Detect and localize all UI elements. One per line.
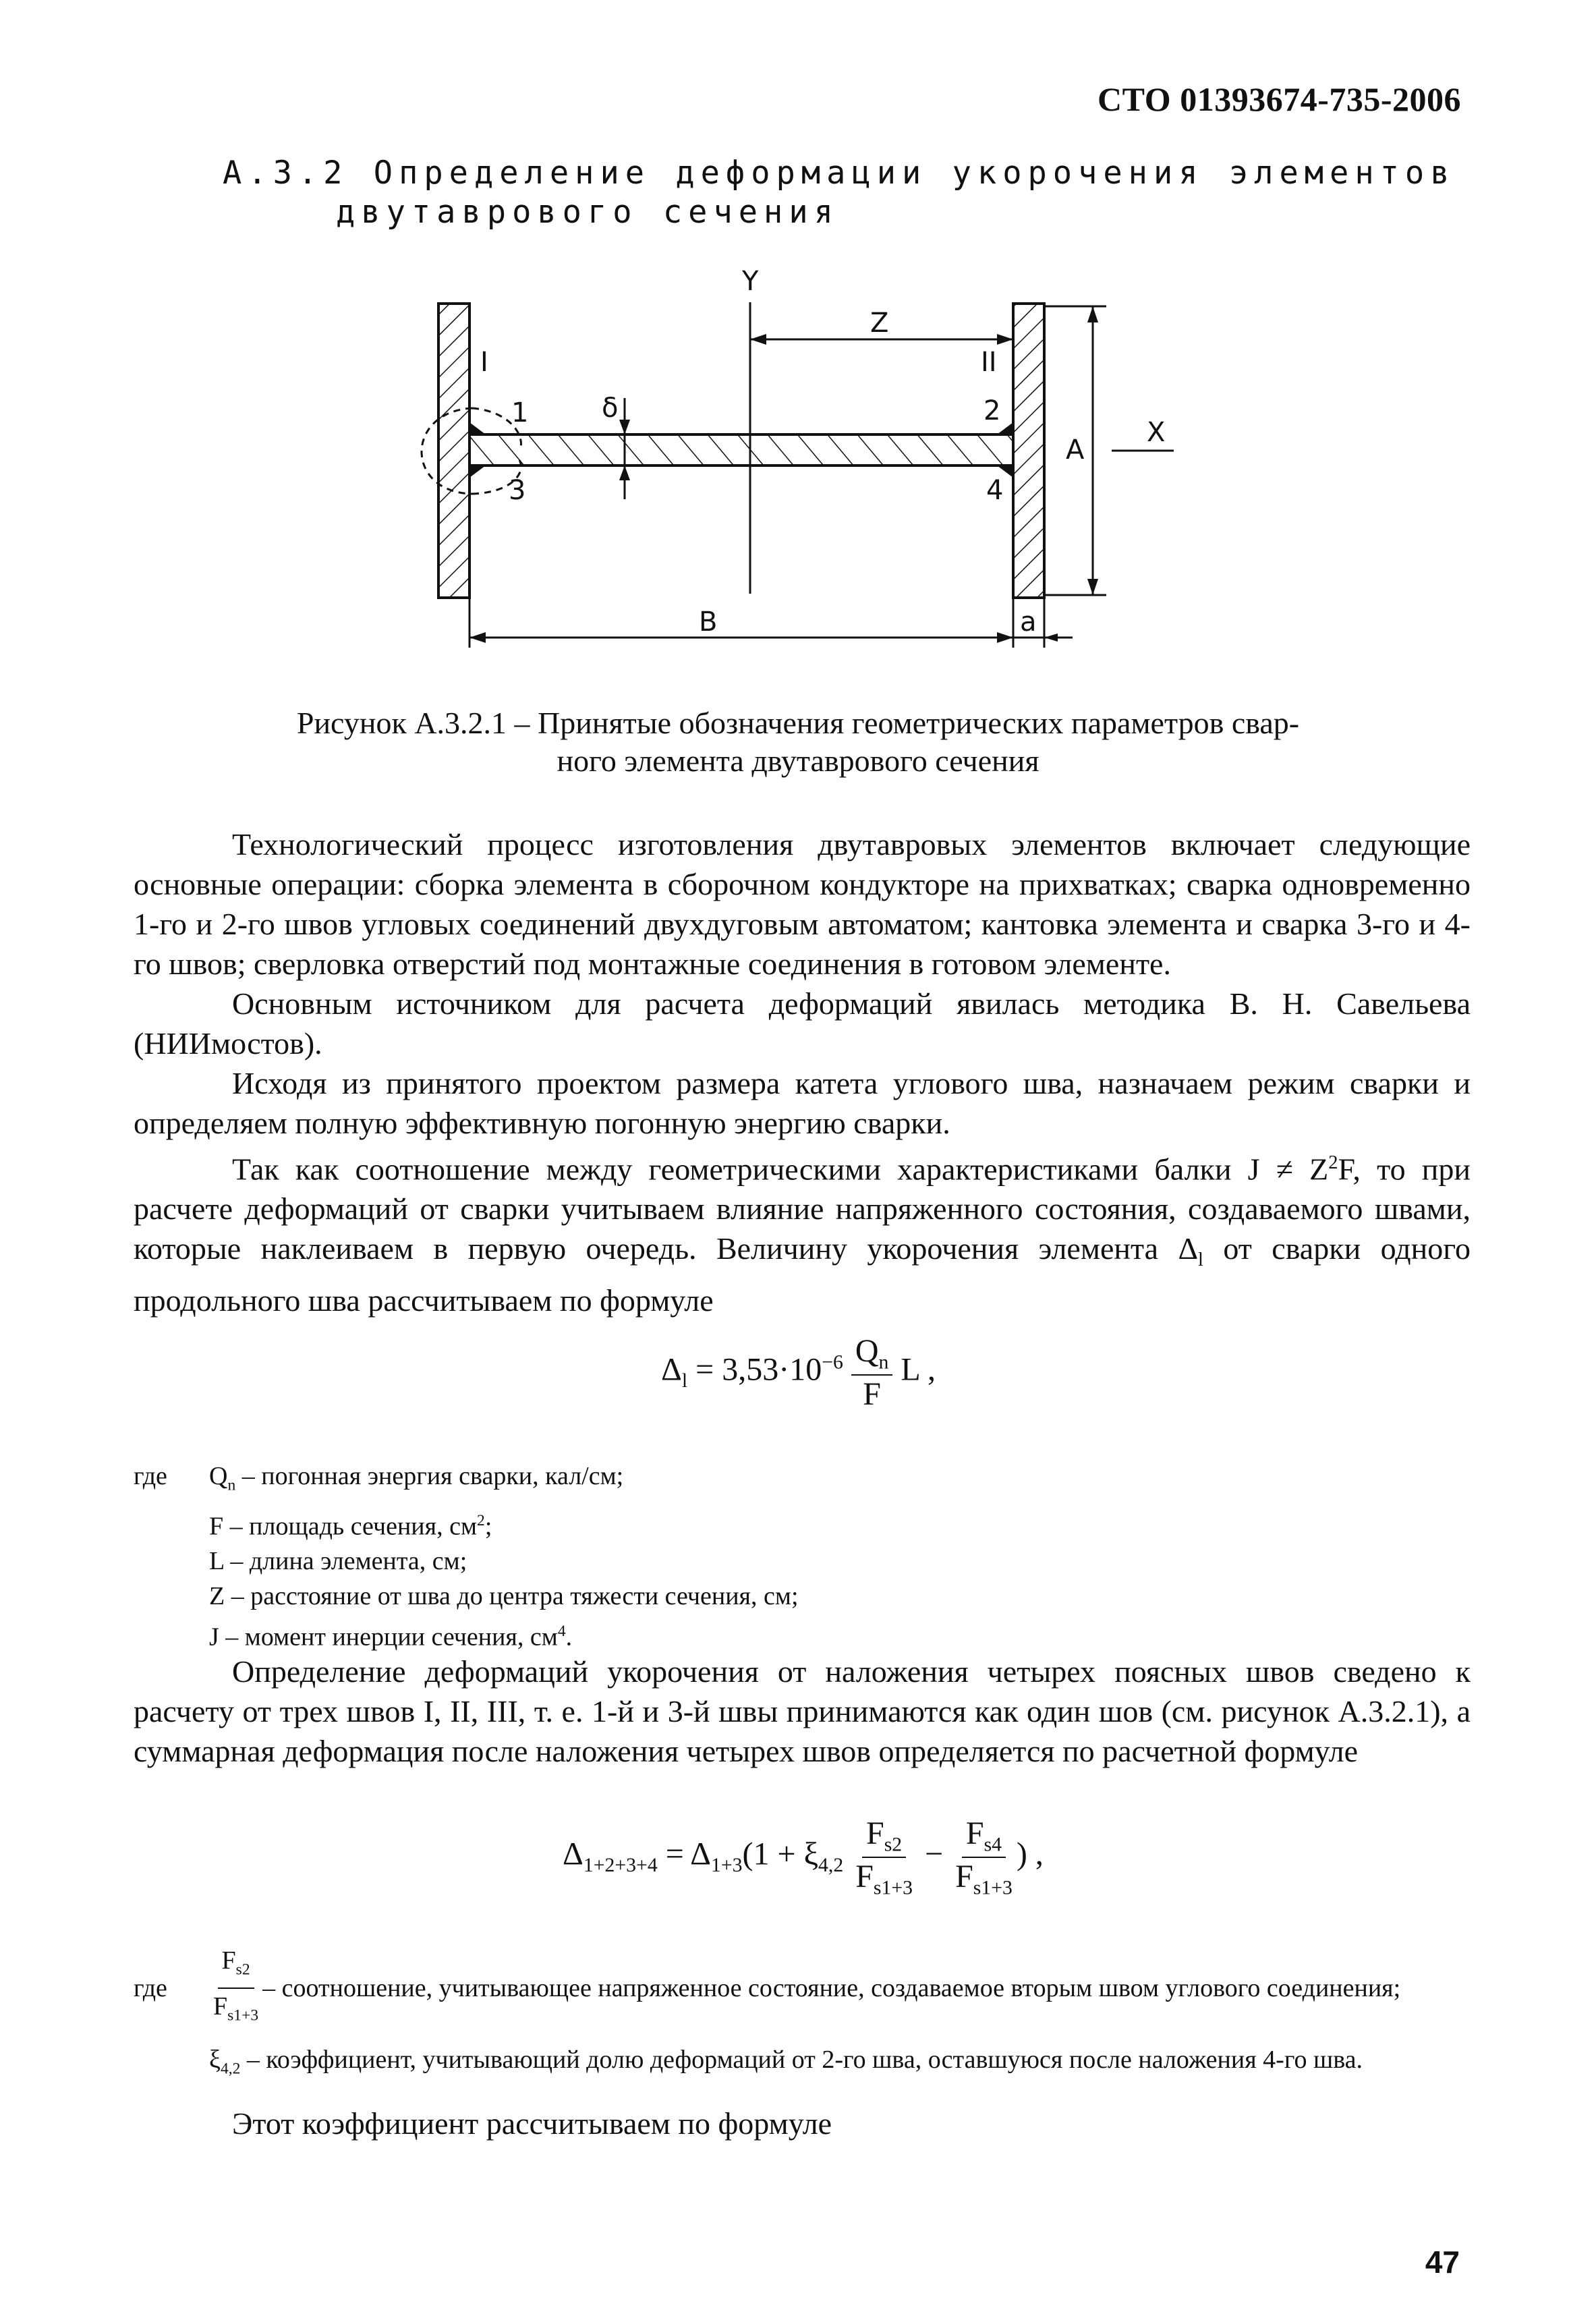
f1-tail: L ,: [901, 1351, 936, 1388]
paragraph-4: [134, 1143, 1471, 1320]
label-flange-ii: II: [981, 347, 997, 378]
figure-caption: [202, 704, 1394, 780]
label-weld-1: 1: [511, 397, 529, 428]
f2-open: (1 + ξ: [742, 1836, 818, 1872]
def-z-text: – расстояние от шва до центра тяжести сечения, см;: [225, 1582, 799, 1611]
weld-1: [469, 422, 486, 434]
section-title: [223, 154, 1456, 232]
page-number: 47: [1425, 2245, 1460, 2280]
paragraph-4-part-a: Так как соотношение между геометрическими характеристиками балки J ≠ Z: [232, 1152, 1329, 1187]
definitions-2: [134, 1943, 1483, 2087]
def-l-text: – длина элемента, см;: [223, 1547, 467, 1576]
paragraph-3: Исходя из принятого проектом размера катета углового шва, назначаем режим сварки и определяем полную эффективную погонную энергию сварки.: [134, 1066, 1471, 1140]
ratio-text: – соотношение, учитывающее напряженное состояние, создаваемое вторым швом углового соединения;: [262, 1973, 1401, 2002]
f2-fraction-2: [951, 1815, 1017, 1899]
def-f-sym: F: [209, 1512, 224, 1541]
f2-frac2-den: F: [955, 1858, 973, 1894]
f1-exp: −6: [822, 1351, 843, 1374]
formula-2: [563, 1815, 1044, 1899]
body-text-block-2: [134, 1652, 1471, 1771]
def-f-sup: 2: [477, 1511, 485, 1529]
xi-text: – коэффициент, учитывающий долю деформаций от 2-го шва, оставшуюся после наложения 4-го шва.: [240, 2046, 1363, 2075]
def-j: [209, 1614, 799, 1655]
ratio-num: F: [221, 1946, 236, 1975]
f1-eq: = 3,53·10: [687, 1351, 822, 1388]
paragraph-5: Определение деформаций укорочения от наложения четырех поясных швов сведено к расчету от трех швов I, II, III, т. е. 1-й и 3-й швы принимаются как один шов (см. рисунок А.3.2.1), а суммарная деформация после наложения четырех швов определяется по расчетной формуле: [134, 1654, 1471, 1768]
def-f-text: – площадь сечения, см: [223, 1512, 478, 1541]
f2-frac1-den: F: [855, 1858, 874, 1894]
body-text-block-1: [134, 824, 1471, 1320]
def-j-sym: J: [209, 1623, 219, 1652]
f1-num: Q: [855, 1333, 879, 1369]
label-a-height: A: [1066, 434, 1085, 466]
ratio-den-sub: s1+3: [227, 2006, 259, 2025]
def-qn-sym: Q: [209, 1462, 228, 1490]
f2-eq-sub: 1+3: [711, 1854, 743, 1877]
label-y: Y: [742, 270, 759, 297]
web: [469, 434, 1013, 466]
figure-caption-line2: ного элемента двутаврового сечения: [557, 743, 1039, 778]
f2-frac2-num: F: [965, 1815, 984, 1851]
label-a-small: a: [1020, 607, 1037, 638]
xi-sub: 4,2: [220, 2060, 241, 2078]
label-weld-4: 4: [986, 475, 1004, 506]
def-qn-text: – погонная энергия сварки, кал/см;: [235, 1462, 624, 1490]
f2-eq: = Δ: [657, 1836, 712, 1872]
definitions-1: [134, 1459, 799, 1655]
f2-close: ) ,: [1016, 1836, 1044, 1872]
f2-lhs-sub: 1+2+3+4: [583, 1854, 658, 1877]
formula-1: [661, 1332, 936, 1413]
label-weld-2: 2: [984, 395, 1001, 426]
f2-minus: −: [917, 1836, 952, 1872]
label-z: Z: [870, 308, 889, 339]
def-qn: [209, 1459, 799, 1503]
def-qn-sub: n: [227, 1476, 236, 1494]
document-code: СТО 01393674-735-2006: [1098, 80, 1461, 118]
def-f: [209, 1503, 799, 1544]
ratio-fraction: [209, 1943, 262, 2033]
i-beam-figure: [0, 270, 1596, 661]
label-weld-3: 3: [509, 475, 526, 506]
def-j-sup: 4: [557, 1623, 566, 1641]
section-title-line2: двутаврового сечения: [336, 194, 839, 231]
paragraph-2: Основным источником для расчета деформаций явилась методика В. Н. Савельева (НИИмостов).: [134, 986, 1471, 1061]
f2-frac2-num-sub: s4: [984, 1833, 1002, 1856]
f1-lhs-sub: l: [681, 1369, 688, 1392]
f2-frac2-den-sub: s1+3: [973, 1876, 1013, 1899]
def-f-end: ;: [484, 1512, 492, 1541]
defs1-where: где: [134, 1462, 167, 1490]
paragraph-4-sup: 2: [1328, 1152, 1338, 1173]
paragraph-6: Этот коэффициент рассчитываем по формуле: [232, 2106, 832, 2141]
def-l: [209, 1544, 799, 1579]
label-b: B: [699, 607, 718, 638]
f2-fraction-1: [851, 1815, 917, 1899]
right-flange: [1013, 304, 1044, 598]
label-x: X: [1147, 417, 1166, 448]
f2-frac1-den-sub: s1+3: [873, 1876, 913, 1899]
f1-lhs: Δ: [661, 1351, 682, 1388]
f2-lhs: Δ: [563, 1836, 583, 1872]
paragraph-1: Технологический процесс изготовления двутавровых элементов включает следующие основные операции: сборка элемента в сборочном кондукторе на прихватках; сварка одновременно 1-го и 2-го швов угловых соединений двухдуговым автоматом; кантовка элемента и сварка 3-го и 4-го швов; сверловка отверстий под монтажные соединения в готовом элементе.: [134, 827, 1471, 981]
xi-sym: ξ: [209, 2046, 221, 2075]
def-j-text: – момент инерции сечения, см: [219, 1623, 558, 1652]
f1-den: F: [863, 1376, 881, 1412]
ratio-num-sub: s2: [235, 1961, 250, 1979]
paragraph-4-sub: l: [1198, 1249, 1203, 1271]
label-flange-i: I: [480, 347, 488, 378]
f1-num-sub: n: [878, 1351, 889, 1374]
ratio-den: F: [213, 1992, 228, 2021]
defs2-where: где: [134, 1973, 167, 2002]
weld-3: [469, 466, 486, 478]
f2-frac1-num: F: [866, 1815, 884, 1851]
label-delta: δ: [602, 393, 619, 424]
f2-frac1-num-sub: s2: [884, 1833, 903, 1856]
section-title-line1: А.3.2 Определение деформации укорочения элементов: [223, 154, 1456, 192]
body-text-block-3: [134, 2104, 1471, 2143]
f2-xi-sub: 4,2: [818, 1854, 844, 1877]
f1-fraction: [851, 1332, 893, 1413]
left-flange: [438, 304, 469, 598]
def-z: [209, 1579, 799, 1614]
paragraph-4-part-c: от сварки одного продольного шва рассчитываем по формуле: [134, 1231, 1471, 1318]
def-z-sym: Z: [209, 1582, 225, 1611]
figure-caption-line1: Рисунок А.3.2.1 – Принятые обозначения геометрических параметров свар-: [296, 706, 1300, 740]
def-j-end: .: [565, 1623, 573, 1652]
paragraph-4-part-b: F, то при расчете деформаций от сварки учитываем влияние напряженного состояния, создаваемого швами, которые наклеиваем в первую очередь. Величину укорочения элемента Δ: [134, 1152, 1471, 1266]
def-l-sym: L: [209, 1547, 224, 1576]
